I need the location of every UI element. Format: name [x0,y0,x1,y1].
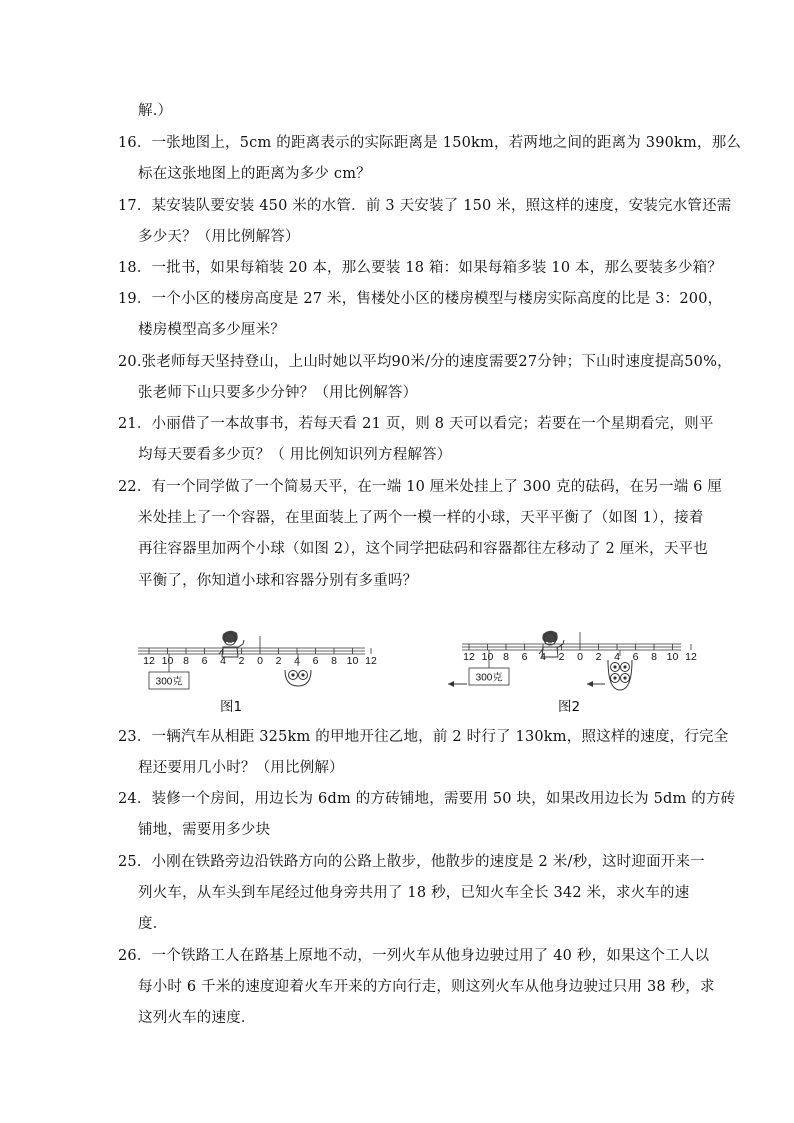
question-16-line-2: 标在这张地图上的距离为多少 cm？ [138,166,371,182]
beam-tick-label: 4 [540,651,546,663]
beam-tick-label: 10 [161,655,174,667]
question-22-line-1: 22．有一个同学做了一个简易天平，在一端 10 厘米处挂上了 300 克的砝码，在另一端 6 厘 [118,479,723,495]
question-20-line-1: 20.张老师每天坚持登山，上山时她以平均90米/分的速度需要27分钟；下山时速度提高50%， [118,354,732,370]
beam-tick-label: 6 [201,655,208,667]
beam-tick-label: 4 [294,655,300,667]
beam-tick-label: 4 [614,651,620,663]
weight-label: 300克 [155,676,183,688]
figure-2-caption: 图2 [558,699,581,715]
figure-2-balance [445,626,697,696]
beam-tick-label: 8 [183,655,189,667]
figure-1-caption: 图1 [220,699,243,715]
beam-tick-label: 10 [481,651,494,663]
beam-tick-label: 8 [503,651,509,663]
question-20-line-2: 张老师下山只要多少分钟？（用比例解答） [138,385,418,401]
figure-2-svg [445,626,697,696]
beam-tick-label: 10 [666,651,679,663]
question-22-line-3: 再往容器里加两个小球（如图 2），这个同学把砝码和容器都往左移动了 2 厘米，天平也 [138,541,708,557]
beam-tick-label: 2 [595,651,602,663]
question-26-line-2: 每小时 6 千米的速度迎着火车开来的方向行走，则这列火车从他身边驶过只用 38 秒，求 [138,979,715,995]
beam-tick-label: 4 [220,655,226,667]
beam-tick-label: 6 [632,651,639,663]
question-21-line-1: 21．小丽借了一本故事书，若每天看 21 页，则 8 天可以看完；若要在一个星期看完，则平 [118,416,714,432]
beam-tick-label: 12 [143,655,155,667]
beam-tick-label: 8 [331,655,337,667]
beam-tick-label: 6 [312,655,319,667]
question-23-line-1: 23．一辆汽车从相距 325km 的甲地开往乙地，前 2 时行了 130km，照这样的速度，行完全 [118,729,729,745]
question-25-line-3: 度． [138,916,168,932]
question-16-line-1: 16．一张地图上，5cm 的距离表示的实际距离是 150km，若两地之间的距离为 390km，那么 [118,135,742,151]
beam-tick-label: 6 [521,651,528,663]
question-22-line-2: 米处挂上了一个容器，在里面装上了两个一模一样的小球，天平平衡了（如图 1），接着 [138,510,704,526]
question-17-line-1: 17．某安装队要安装 450 米的水管．前 3 天安装了 150 米，照这样的速度，安装完水管还需 [118,198,732,214]
question-17-line-2: 多少天？（用比例解答） [138,229,300,245]
beam-tick-label: 0 [257,655,263,667]
question-18-line-1: 18．一批书，如果每箱装 20 本，那么要装 18 箱：如果每箱多装 10 本，那么要装多少箱？ [118,260,723,276]
weight-label: 300克 [475,672,503,684]
figure-1-svg [135,626,377,696]
question-22-line-4: 平衡了，你知道小球和容器分别有多重吗？ [138,573,418,589]
question-24-line-1: 24．装修一个房间，用边长为 6dm 的方砖铺地，需要用 50 块，如果改用边长为 5dm 的方砖 [118,791,736,807]
beam-tick-label: 12 [685,651,697,663]
beam-tick-label: 0 [577,651,583,663]
beam-tick-label: 8 [651,651,657,663]
question-26-line-3: 这列火车的速度． [138,1010,256,1026]
question-25-line-2: 列火车，从车头到车尾经过他身旁共用了 18 秒，已知火车全长 342 米，求火车的速 [138,885,690,901]
question-26-line-1: 26．一个铁路工人在路基上原地不动，一列火车从他身边驶过用了 40 秒，如果这个工人以 [118,948,710,964]
question-19-line-1: 19．一个小区的楼房高度是 27 米，售楼处小区的楼房模型与楼房实际高度的比是 3：200， [118,291,723,307]
beam-tick-label: 12 [365,655,377,667]
question-21-line-2: 均每天要看多少页？（ 用比例知识列方程解答） [138,447,452,463]
question-25-line-1: 25．小刚在铁路旁边沿铁路方向的公路上散步，他散步的速度是 2 米/秒，这时迎面开来一 [118,854,705,870]
beam-tick-label: 2 [558,651,565,663]
question-19-line-2: 楼房模型高多少厘米？ [138,322,285,338]
question-24-line-2: 铺地，需要用多少块 [138,822,271,838]
figure-1-balance [135,626,377,696]
question-23-line-2: 程还要用几小时？（用比例解） [138,760,344,776]
beam-tick-label: 10 [346,655,359,667]
text-line: 解.） [138,103,173,119]
beam-tick-label: 2 [275,655,282,667]
beam-tick-label: 12 [463,651,475,663]
beam-tick-label: 2 [238,655,245,667]
